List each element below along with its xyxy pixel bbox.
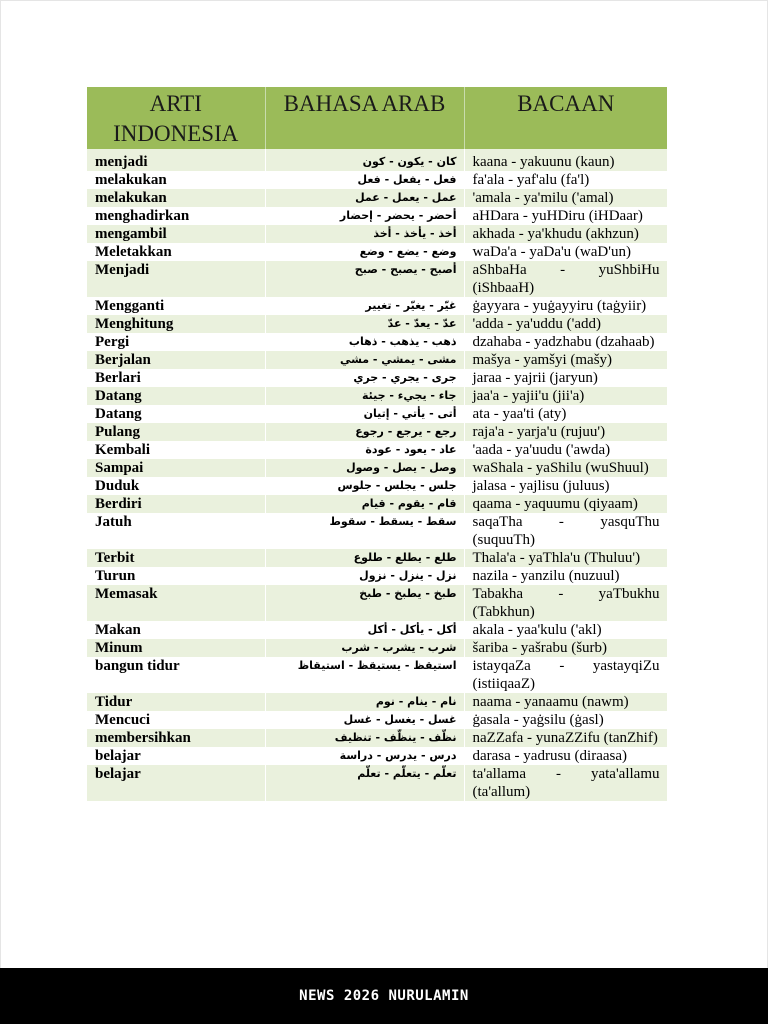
cell-indonesian: bangun tidur bbox=[87, 657, 265, 693]
table-row bbox=[87, 711, 667, 729]
cell-indonesian: Makan bbox=[87, 621, 265, 639]
table-row bbox=[87, 657, 667, 693]
cell-indonesian: Kembali bbox=[87, 441, 265, 459]
cell-indonesian: Pergi bbox=[87, 333, 265, 351]
cell-arabic: كان - يكون - كون bbox=[265, 149, 464, 171]
cell-indonesian: Minum bbox=[87, 639, 265, 657]
cell-reading: waDa'a - yaDa'u (waD'un) bbox=[464, 243, 667, 261]
header-arti-indonesia: ARTI INDONESIA bbox=[87, 87, 265, 149]
cell-indonesian: Menjadi bbox=[87, 261, 265, 297]
table-row bbox=[87, 207, 667, 225]
cell-reading: ta'allama - yata'allamu (ta'allum) bbox=[464, 765, 667, 801]
cell-reading: raja'a - yarja'u (rujuu') bbox=[464, 423, 667, 441]
cell-indonesian: Berlari bbox=[87, 369, 265, 387]
cell-arabic: وصل - يصل - وصول bbox=[265, 459, 464, 477]
cell-arabic: عمل - يعمل - عمل bbox=[265, 189, 464, 207]
footer-banner bbox=[0, 968, 768, 1024]
table-row bbox=[87, 171, 667, 189]
cell-indonesian: Meletakkan bbox=[87, 243, 265, 261]
table-row bbox=[87, 513, 667, 549]
cell-reading: nazila - yanzilu (nuzuul) bbox=[464, 567, 667, 585]
cell-indonesian: Tidur bbox=[87, 693, 265, 711]
table-row bbox=[87, 261, 667, 297]
cell-reading: naama - yanaamu (nawm) bbox=[464, 693, 667, 711]
cell-arabic: غيّر - يغيّر - تغيير bbox=[265, 297, 464, 315]
cell-reading: kaana - yakuunu (kaun) bbox=[464, 149, 667, 171]
header-bahasa-arab: BAHASA ARAB bbox=[265, 87, 464, 149]
table-row bbox=[87, 333, 667, 351]
cell-reading: naZZafa - yunaZZifu (tanZhif) bbox=[464, 729, 667, 747]
table-row bbox=[87, 387, 667, 405]
table-row bbox=[87, 621, 667, 639]
cell-arabic: استيقظ - يستيقظ - استيقاظ bbox=[265, 657, 464, 693]
cell-reading: darasa - yadrusu (diraasa) bbox=[464, 747, 667, 765]
cell-indonesian: belajar bbox=[87, 765, 265, 801]
cell-reading: saqaTha - yasquThu (suquuTh) bbox=[464, 513, 667, 549]
table-row bbox=[87, 189, 667, 207]
cell-arabic: عاد - يعود - عودة bbox=[265, 441, 464, 459]
cell-reading: aShbaHa - yuShbiHu (iShbaaH) bbox=[464, 261, 667, 297]
cell-arabic: وضع - يضع - وضع bbox=[265, 243, 464, 261]
table-row bbox=[87, 693, 667, 711]
cell-reading: fa'ala - yaf'alu (fa'l) bbox=[464, 171, 667, 189]
cell-indonesian: membersihkan bbox=[87, 729, 265, 747]
cell-indonesian: Terbit bbox=[87, 549, 265, 567]
cell-reading: qaama - yaquumu (qiyaam) bbox=[464, 495, 667, 513]
cell-reading: šariba - yašrabu (šurb) bbox=[464, 639, 667, 657]
cell-arabic: غسل - يغسل - غسل bbox=[265, 711, 464, 729]
cell-arabic: ذهب - يذهب - ذهاب bbox=[265, 333, 464, 351]
cell-arabic: شرب - يشرب - شرب bbox=[265, 639, 464, 657]
cell-reading: ata - yaa'ti (aty) bbox=[464, 405, 667, 423]
cell-indonesian: Memasak bbox=[87, 585, 265, 621]
cell-arabic: أصبح - يصبح - صبح bbox=[265, 261, 464, 297]
cell-arabic: أتى - يأتي - إتيان bbox=[265, 405, 464, 423]
cell-arabic: رجع - يرجع - رجوع bbox=[265, 423, 464, 441]
table-row bbox=[87, 495, 667, 513]
cell-reading: aHDara - yuHDiru (iHDaar) bbox=[464, 207, 667, 225]
table-row bbox=[87, 729, 667, 747]
cell-arabic: نزل - ينزل - نزول bbox=[265, 567, 464, 585]
cell-indonesian: menjadi bbox=[87, 149, 265, 171]
cell-reading: jaraa - yajrii (jaryun) bbox=[464, 369, 667, 387]
cell-indonesian: Datang bbox=[87, 387, 265, 405]
cell-reading: akhada - ya'khudu (akhzun) bbox=[464, 225, 667, 243]
cell-arabic: نام - ينام - نوم bbox=[265, 693, 464, 711]
cell-reading: jalasa - yajlisu (juluus) bbox=[464, 477, 667, 495]
table-row bbox=[87, 747, 667, 765]
cell-reading: istayqaZa - yastayqiZu (istiiqaaZ) bbox=[464, 657, 667, 693]
cell-indonesian: Berjalan bbox=[87, 351, 265, 369]
cell-arabic: مشى - يمشي - مشي bbox=[265, 351, 464, 369]
cell-indonesian: Berdiri bbox=[87, 495, 265, 513]
table-header-row bbox=[87, 87, 667, 149]
cell-arabic: سقط - يسقط - سقوط bbox=[265, 513, 464, 549]
cell-arabic: عدّ - يعدّ - عدّ bbox=[265, 315, 464, 333]
cell-arabic: جلس - يجلس - جلوس bbox=[265, 477, 464, 495]
cell-reading: mašya - yamšyi (mašy) bbox=[464, 351, 667, 369]
table-body bbox=[87, 149, 667, 801]
table-row bbox=[87, 549, 667, 567]
cell-reading: ġayyara - yuġayyiru (taġyiir) bbox=[464, 297, 667, 315]
cell-arabic: أخذ - يأخذ - أخذ bbox=[265, 225, 464, 243]
cell-arabic: طبخ - يطبخ - طبخ bbox=[265, 585, 464, 621]
cell-arabic: تعلّم - يتعلّم - تعلّم bbox=[265, 765, 464, 801]
cell-indonesian: Mengganti bbox=[87, 297, 265, 315]
cell-indonesian: Duduk bbox=[87, 477, 265, 495]
table-row bbox=[87, 405, 667, 423]
table-row bbox=[87, 297, 667, 315]
cell-reading: ġasala - yaġsilu (ġasl) bbox=[464, 711, 667, 729]
cell-arabic: درس - يدرس - دراسة bbox=[265, 747, 464, 765]
table-row bbox=[87, 423, 667, 441]
table-row bbox=[87, 441, 667, 459]
cell-reading: waShala - yaShilu (wuShuul) bbox=[464, 459, 667, 477]
table-row bbox=[87, 585, 667, 621]
cell-indonesian: Menghitung bbox=[87, 315, 265, 333]
cell-arabic: فعل - يفعل - فعل bbox=[265, 171, 464, 189]
footer-text: NEWS 2026 NURULAMIN bbox=[299, 988, 469, 1004]
vocabulary-table bbox=[87, 87, 668, 801]
cell-reading: 'adda - ya'uddu ('add) bbox=[464, 315, 667, 333]
cell-arabic: جاء - يجيء - جيئة bbox=[265, 387, 464, 405]
cell-reading: 'aada - ya'uudu ('awda) bbox=[464, 441, 667, 459]
cell-indonesian: menghadirkan bbox=[87, 207, 265, 225]
table-row bbox=[87, 225, 667, 243]
cell-indonesian: Mencuci bbox=[87, 711, 265, 729]
cell-indonesian: Sampai bbox=[87, 459, 265, 477]
table-row bbox=[87, 149, 667, 171]
cell-arabic: نظّف - ينظّف - تنظيف bbox=[265, 729, 464, 747]
cell-reading: akala - yaa'kulu ('akl) bbox=[464, 621, 667, 639]
table-row bbox=[87, 351, 667, 369]
table-row bbox=[87, 459, 667, 477]
table-row bbox=[87, 369, 667, 387]
cell-indonesian: melakukan bbox=[87, 189, 265, 207]
cell-reading: jaa'a - yajii'u (jii'a) bbox=[464, 387, 667, 405]
cell-arabic: أحضر - يحضر - إحضار bbox=[265, 207, 464, 225]
cell-indonesian: belajar bbox=[87, 747, 265, 765]
cell-indonesian: Datang bbox=[87, 405, 265, 423]
cell-arabic: قام - يقوم - قيام bbox=[265, 495, 464, 513]
table-row bbox=[87, 477, 667, 495]
cell-reading: Thala'a - yaThla'u (Thuluu') bbox=[464, 549, 667, 567]
cell-arabic: أكل - يأكل - أكل bbox=[265, 621, 464, 639]
table-row bbox=[87, 765, 667, 801]
table-row bbox=[87, 567, 667, 585]
cell-indonesian: Turun bbox=[87, 567, 265, 585]
cell-arabic: طلع - يطلع - طلوع bbox=[265, 549, 464, 567]
cell-indonesian: Jatuh bbox=[87, 513, 265, 549]
cell-indonesian: melakukan bbox=[87, 171, 265, 189]
cell-reading: 'amala - ya'milu ('amal) bbox=[464, 189, 667, 207]
header-bacaan: BACAAN bbox=[464, 87, 667, 149]
table-row bbox=[87, 315, 667, 333]
cell-indonesian: Pulang bbox=[87, 423, 265, 441]
cell-reading: Tabakha - yaTbukhu (Tabkhun) bbox=[464, 585, 667, 621]
cell-indonesian: mengambil bbox=[87, 225, 265, 243]
cell-reading: dzahaba - yadzhabu (dzahaab) bbox=[464, 333, 667, 351]
cell-arabic: جرى - يجري - جري bbox=[265, 369, 464, 387]
table-row bbox=[87, 243, 667, 261]
table-row bbox=[87, 639, 667, 657]
